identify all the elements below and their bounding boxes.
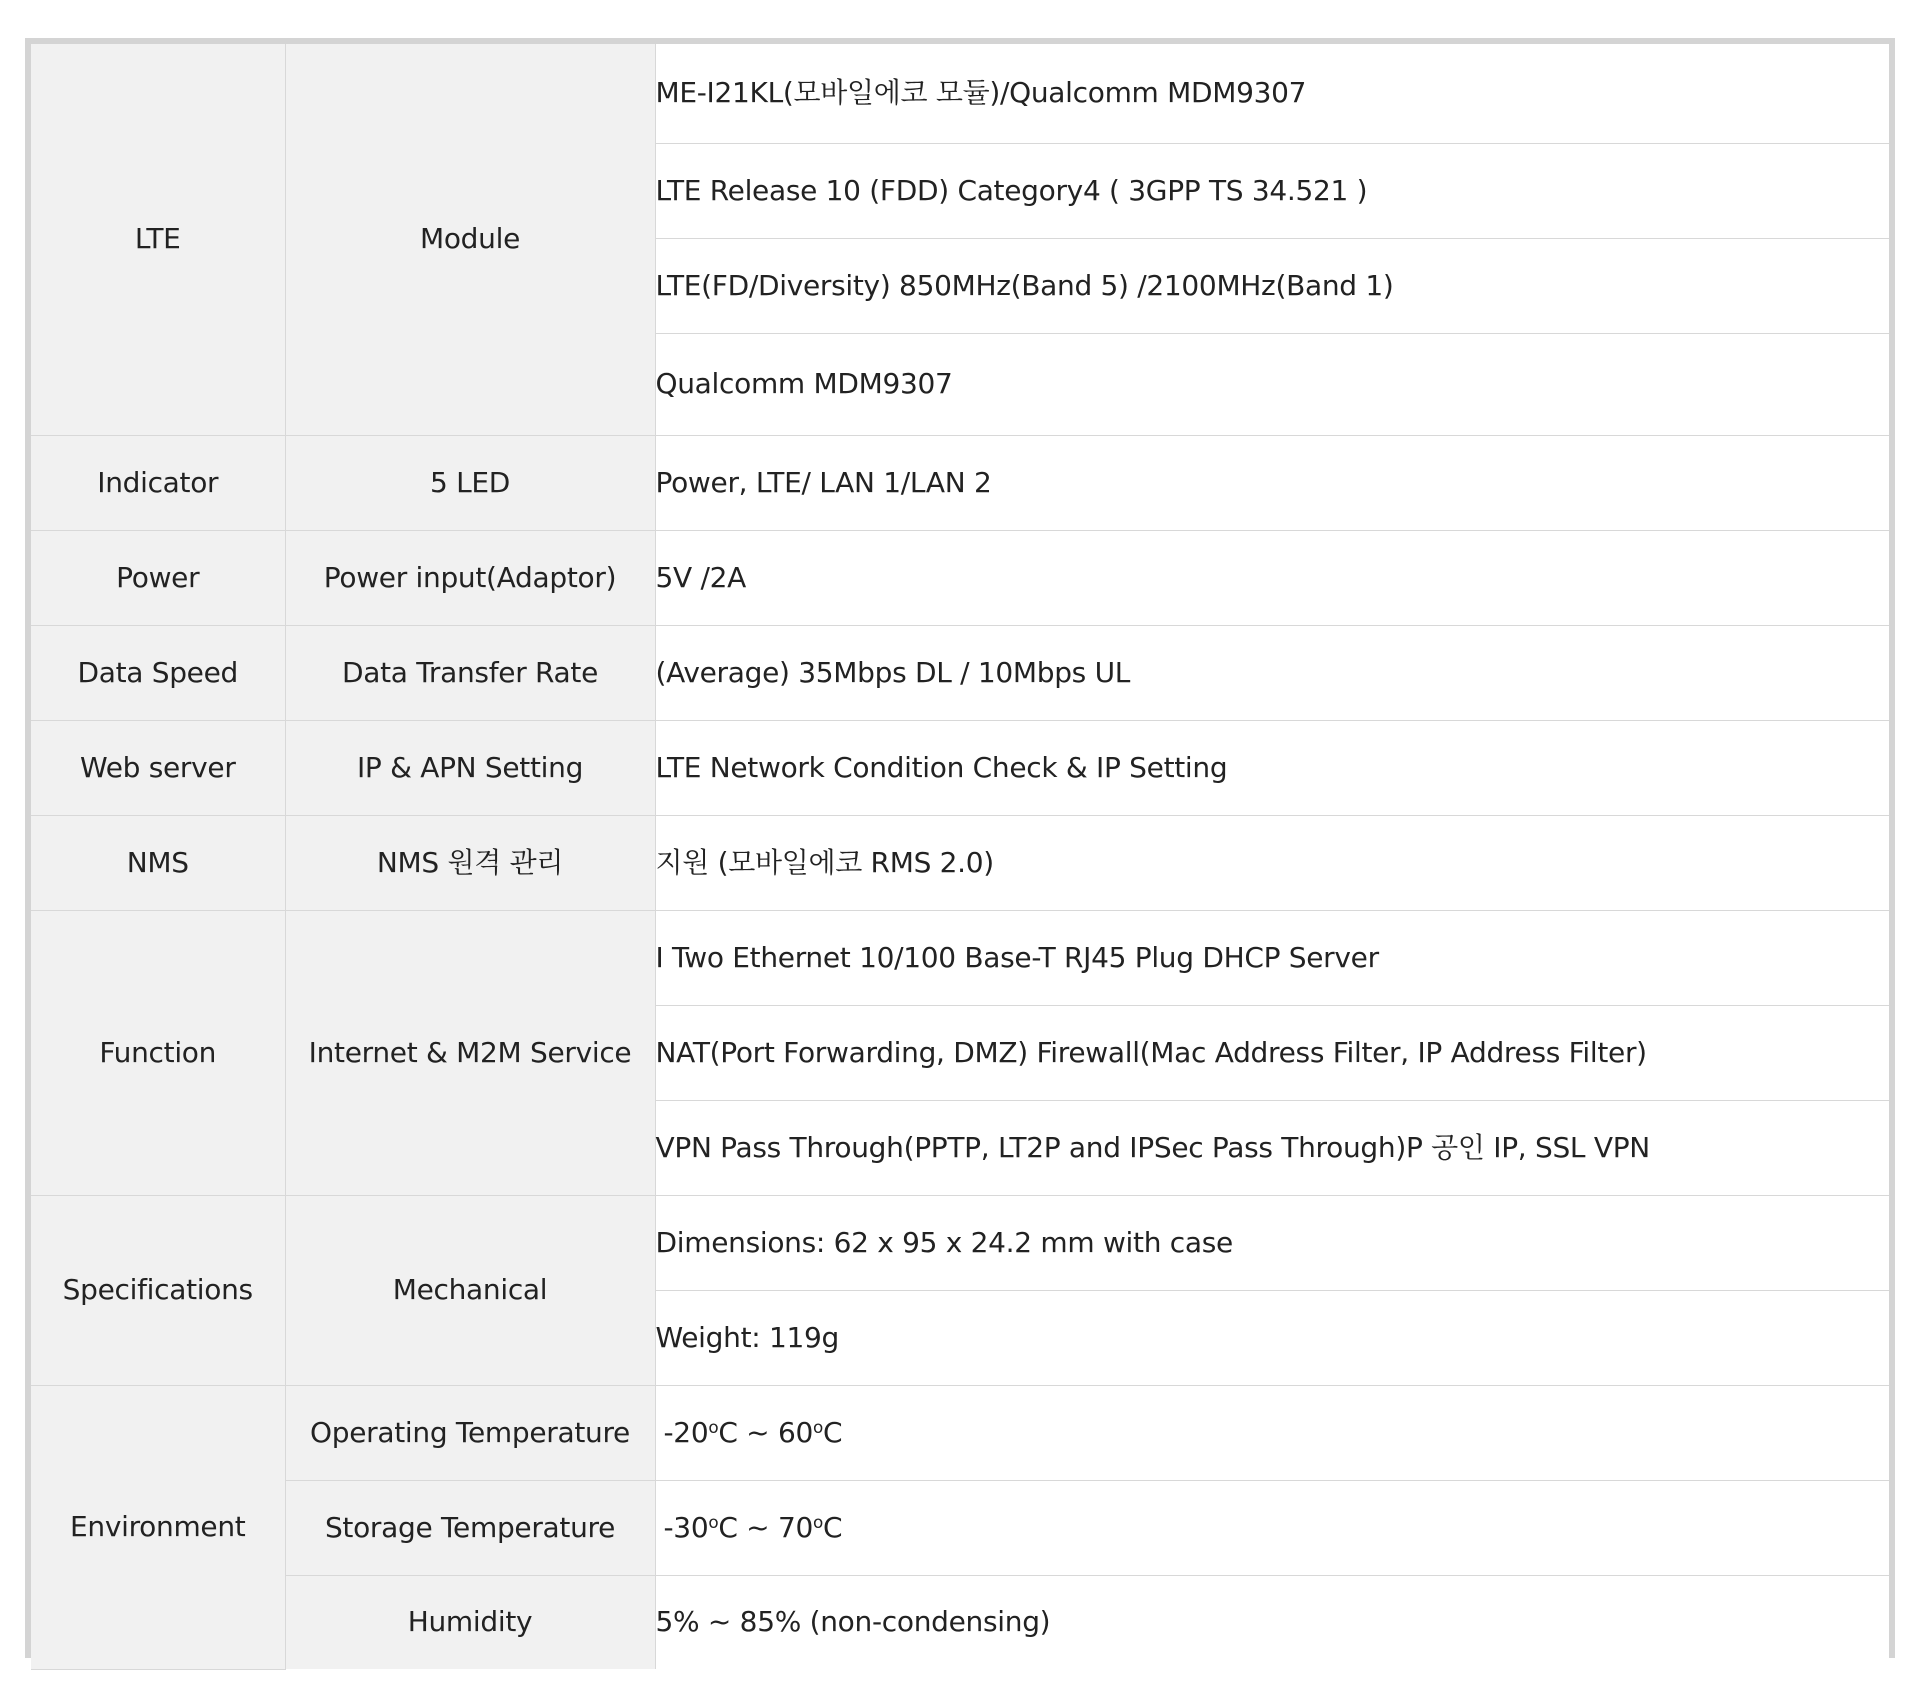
category-cell: Indicator [31, 435, 285, 530]
table-row [31, 625, 1889, 720]
subcategory-cell: Storage Temperature [285, 1480, 655, 1575]
table-row [31, 1575, 1889, 1669]
subcategory-cell: Internet & M2M Service [285, 910, 655, 1195]
value-cell: Qualcomm MDM9307 [655, 333, 1889, 435]
value-cell: 5% ~ 85% (non-condensing) [655, 1575, 1889, 1669]
table-row [31, 1480, 1889, 1575]
temperature-high: 60 [777, 1415, 813, 1449]
temperature-unit: C [718, 1415, 738, 1449]
value-cell: LTE Network Condition Check & IP Setting [655, 720, 1889, 815]
subcategory-cell: Data Transfer Rate [285, 625, 655, 720]
value-cell: 지원 (모바일에코 RMS 2.0) [655, 815, 1889, 910]
temperature-high: 70 [777, 1510, 813, 1544]
subcategory-cell: Module [285, 44, 655, 435]
spec-table [31, 44, 1889, 1670]
temperature-range [656, 1511, 843, 1544]
temperature-low: -20 [663, 1415, 709, 1449]
temperature-unit: C [822, 1510, 843, 1544]
temperature-low: -30 [663, 1510, 709, 1544]
subcategory-cell: Mechanical [285, 1195, 655, 1385]
category-cell: Data Speed [31, 625, 285, 720]
value-cell: 5V /2A [655, 530, 1889, 625]
degree-mark: o [812, 1511, 823, 1532]
spec-table-frame [25, 38, 1895, 1658]
table-row [31, 1195, 1889, 1290]
subcategory-cell: NMS 원격 관리 [285, 815, 655, 910]
range-separator: ~ [737, 1415, 778, 1449]
subcategory-cell: Humidity [285, 1575, 655, 1669]
subcategory-cell: IP & APN Setting [285, 720, 655, 815]
temperature-unit: C [822, 1415, 843, 1449]
value-cell [655, 1385, 1889, 1480]
range-separator: ~ [737, 1510, 778, 1544]
category-cell: Power [31, 530, 285, 625]
subcategory-cell: 5 LED [285, 435, 655, 530]
degree-mark: o [812, 1416, 823, 1437]
value-cell: NAT(Port Forwarding, DMZ) Firewall(Mac Address Filter, IP Address Filter) [655, 1005, 1889, 1100]
temperature-unit: C [718, 1510, 738, 1544]
category-cell: Function [31, 910, 285, 1195]
table-row [31, 435, 1889, 530]
category-cell: Specifications [31, 1195, 285, 1385]
degree-mark: o [708, 1416, 719, 1437]
subcategory-cell: Power input(Adaptor) [285, 530, 655, 625]
category-cell: LTE [31, 44, 285, 435]
category-cell: NMS [31, 815, 285, 910]
subcategory-cell: Operating Temperature [285, 1385, 655, 1480]
table-row [31, 1385, 1889, 1480]
table-row [31, 910, 1889, 1005]
temperature-range [656, 1416, 843, 1449]
value-cell: (Average) 35Mbps DL / 10Mbps UL [655, 625, 1889, 720]
degree-mark: o [708, 1511, 719, 1532]
value-cell: LTE Release 10 (FDD) Category4 ( 3GPP TS 34.521 ) [655, 143, 1889, 238]
value-cell: Weight: 119g [655, 1290, 1889, 1385]
value-cell: Power, LTE/ LAN 1/LAN 2 [655, 435, 1889, 530]
value-cell: ME-I21KL(모바일에코 모듈)/Qualcomm MDM9307 [655, 44, 1889, 143]
category-cell: Web server [31, 720, 285, 815]
value-cell: I Two Ethernet 10/100 Base-T RJ45 Plug DHCP Server [655, 910, 1889, 1005]
table-row [31, 44, 1889, 143]
table-row [31, 720, 1889, 815]
value-cell: Dimensions: 62 x 95 x 24.2 mm with case [655, 1195, 1889, 1290]
table-row [31, 530, 1889, 625]
category-cell: Environment [31, 1385, 285, 1669]
value-cell [655, 1480, 1889, 1575]
value-cell: VPN Pass Through(PPTP, LT2P and IPSec Pass Through)P 공인 IP, SSL VPN [655, 1100, 1889, 1195]
value-cell: LTE(FD/Diversity) 850MHz(Band 5) /2100MHz(Band 1) [655, 238, 1889, 333]
table-row [31, 815, 1889, 910]
